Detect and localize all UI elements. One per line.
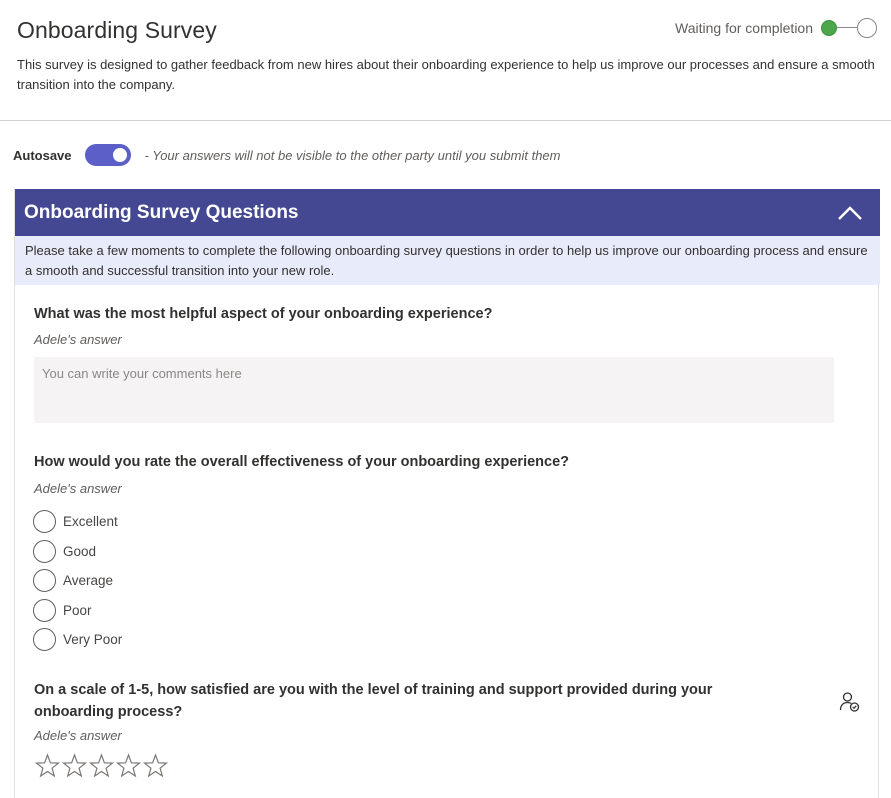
question-3-answer-label: Adele's answer xyxy=(34,728,122,743)
chevron-up-icon xyxy=(836,201,864,225)
collapse-button[interactable] xyxy=(836,201,864,225)
status-complete-dot-icon xyxy=(821,20,837,36)
person-check-icon xyxy=(839,691,861,713)
autosave-toggle[interactable] xyxy=(85,144,131,166)
completion-status xyxy=(675,18,877,38)
radio-button[interactable] xyxy=(33,510,56,533)
question-2-answer-label: Adele's answer xyxy=(34,481,122,496)
radio-button[interactable] xyxy=(33,540,56,563)
star-1-icon[interactable] xyxy=(34,753,61,779)
comments-input[interactable] xyxy=(34,357,834,423)
survey-questions-panel xyxy=(14,189,879,798)
option-label: Good xyxy=(63,543,97,559)
status-text: Waiting for completion xyxy=(675,20,813,36)
panel-header xyxy=(15,189,880,236)
section-intro: Please take a few moments to complete the following onboarding survey questions in order to help us improve our onboarding process and ensure a smooth and successful transition into your new role. xyxy=(15,236,880,285)
rating-options xyxy=(33,507,122,655)
option-average[interactable] xyxy=(33,566,122,596)
survey-description: This survey is designed to gather feedback from new hires about their onboarding experience to help us improve our processes and ensure a smooth transition into the company. xyxy=(17,57,875,92)
option-label: Excellent xyxy=(63,514,118,530)
star-4-icon[interactable] xyxy=(115,753,142,779)
assigned-person-button[interactable] xyxy=(839,691,861,713)
option-label: Average xyxy=(63,573,114,589)
option-poor[interactable] xyxy=(33,596,122,626)
autosave-label: Autosave xyxy=(13,147,72,163)
question-1-answer-label: Adele's answer xyxy=(34,332,122,347)
option-label: Very Poor xyxy=(63,632,123,648)
option-excellent[interactable] xyxy=(33,507,122,537)
star-5-icon[interactable] xyxy=(142,753,169,779)
toggle-knob xyxy=(113,148,127,162)
option-label: Poor xyxy=(63,602,92,618)
option-very-poor[interactable] xyxy=(33,625,122,655)
survey-header xyxy=(0,0,891,121)
star-3-icon[interactable] xyxy=(88,753,115,779)
star-rating xyxy=(34,753,169,779)
autosave-note: - Your answers will not be visible to the other party until you submit them xyxy=(144,147,561,163)
status-pending-dot-icon xyxy=(857,18,877,38)
status-progress-indicator xyxy=(821,18,877,38)
star-2-icon[interactable] xyxy=(61,753,88,779)
radio-button[interactable] xyxy=(33,569,56,592)
option-good[interactable] xyxy=(33,537,122,567)
panel-title: Onboarding Survey Questions xyxy=(24,202,299,223)
radio-button[interactable] xyxy=(33,599,56,622)
autosave-row xyxy=(13,143,561,167)
question-3-text: On a scale of 1-5, how satisfied are you with the level of training and support provided during your onboarding process? xyxy=(34,682,713,720)
question-1-text: What was the most helpful aspect of your onboarding experience? xyxy=(34,306,493,322)
radio-button[interactable] xyxy=(33,628,56,651)
page-title: Onboarding Survey xyxy=(17,17,217,43)
question-2-text: How would you rate the overall effectiveness of your onboarding experience? xyxy=(34,454,570,470)
